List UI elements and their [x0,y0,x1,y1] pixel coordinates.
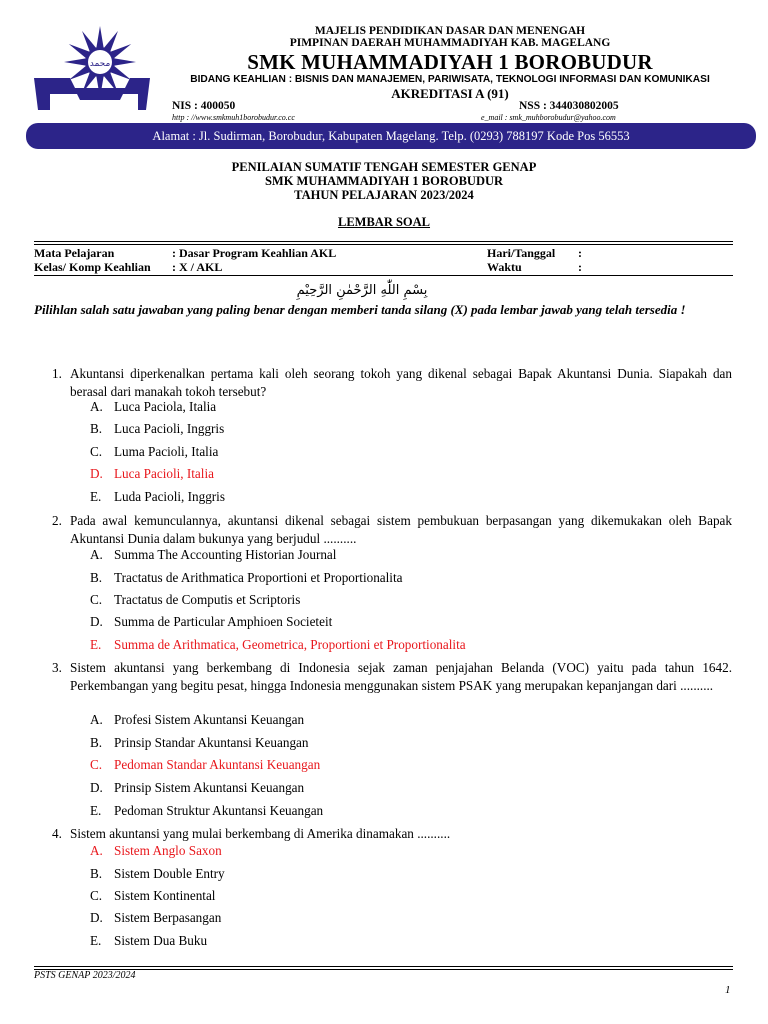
question-number: 4. [52,826,62,841]
instruction: Pilihlan salah satu jawaban yang paling benar dengan memberi tanda silang (X) pada lembar jawab yang telah tersedia ! [34,302,686,317]
divider [34,275,733,276]
question-text: Akuntansi diperkenalkan pertama kali oleh seorang tokoh yang dikenal sebagai Bapak Akuntansi Dunia. Siapakah dan berasal dari manakah tokoh tersebut? [70,366,732,399]
option-1a: A. Luca Paciola, Italia [90,399,217,414]
question-2 [52,512,732,548]
option-2a: A. Summa The Accounting Historian Journal [90,547,337,562]
question-number: 3. [52,660,62,675]
day-value: : [578,246,582,260]
question-number: 2. [52,513,62,528]
option-1e: E. Luda Pacioli, Inggris [90,489,225,504]
page-number: 1 [725,984,731,996]
question-text: Sistem akuntansi yang berkembang di Indonesia sejak zaman penjajahan Belanda (VOC) yaitu pada tahun 1642. Perkembangan yang begitu pesat, hingga Indonesia menggunakan sistem PSAK yang merupakan kepanjangan dari .......... [70,660,732,693]
divider-double [34,241,733,245]
accreditation: AKREDITASI A (91) [391,86,509,101]
option-4d: D. Sistem Berpasangan [90,910,222,925]
exam-school: SMK MUHAMMADIYAH 1 BOROBUDUR [264,174,504,188]
question-text: Sistem akuntansi yang mulai berkembang di Amerika dinamakan .......... [70,826,451,841]
website-link[interactable]: http : //www.smkmuh1borobudur.co.cc [172,113,295,122]
option-1b: B. Luca Pacioli, Inggris [90,421,225,436]
option-3e: E. Pedoman Struktur Akuntansi Keuangan [90,803,324,818]
class-label: Kelas/ Komp Keahlian [34,260,151,274]
muhammadiyah-logo [30,22,154,116]
option-3c-answer: C. Pedoman Standar Akuntansi Keuangan [90,757,321,772]
question-4 [52,825,732,843]
org-line-2: PIMPINAN DAERAH MUHAMMADIYAH KAB. MAGELANG [289,37,611,49]
question-1 [52,365,732,401]
option-2b: B. Tractatus de Arithmatica Proportioni et Proportionalita [90,570,403,585]
org-line-1: MAJELIS PENDIDIKAN DASAR DAN MENENGAH [314,25,586,37]
footer-label: PSTS GENAP 2023/2024 [34,970,136,981]
exam-year: TAHUN PELAJARAN 2023/2024 [294,188,474,202]
question-number: 1. [52,366,62,381]
nss-number: NSS : 344030802005 [519,100,619,112]
option-4c: C. Sistem Kontinental [90,888,216,903]
option-3d: D. Prinsip Sistem Akuntansi Keuangan [90,780,305,795]
time-value: : [578,260,582,274]
option-2e-answer: E. Summa de Arithmatica, Geometrica, Proportioni et Proportionalita [90,637,466,652]
option-2c: C. Tractatus de Computis et Scriptoris [90,592,301,607]
day-label: Hari/Tanggal [487,246,556,260]
footer-divider [34,966,733,970]
option-4e: E. Sistem Dua Buku [90,933,208,948]
class-value: : X / AKL [172,260,223,274]
sheet-title: LEMBAR SOAL [337,215,431,229]
option-3a: A. Profesi Sistem Akuntansi Keuangan [90,712,305,727]
option-1c: C. Luma Pacioli, Italia [90,444,219,459]
logo-calligraphy: محمد [89,59,111,69]
subject-value: : Dasar Program Keahlian AKL [172,246,337,260]
option-2d: D. Summa de Particular Amphioen Societeit [90,614,333,629]
option-3b: B. Prinsip Standar Akuntansi Keuangan [90,735,309,750]
basmala-text: بِسْمِ اللّٰهِ الرَّحْمٰنِ الرَّحِيْمِ [296,283,428,298]
email-link[interactable]: e_mail : smk_muhborobudur@yahoo.com [481,113,616,122]
exam-title: PENILAIAN SUMATIF TENGAH SEMESTER GENAP [231,160,537,174]
option-1d-answer: D. Luca Pacioli, Italia [90,466,214,481]
nis-number: NIS : 400050 [172,100,236,112]
option-4b: B. Sistem Double Entry [90,866,225,881]
option-4a-answer: A. Sistem Anglo Saxon [90,843,222,858]
subject-label: Mata Pelajaran [34,246,115,260]
fields-of-expertise: BIDANG KEAHLIAN : BISNIS DAN MANAJEMEN, PARIWISATA, TEKNOLOGI INFORMASI DAN KOMUNIKASI [190,74,710,85]
school-address: Alamat : Jl. Sudirman, Borobudur, Kabupaten Magelang. Telp. (0293) 788197 Kode Pos 56553 [152,129,630,143]
question-3 [52,659,732,695]
question-text: Pada awal kemunculannya, akuntansi dikenal sebagai sistem pembukuan berpasangan yang dikemukakan oleh Bapak Akuntansi Dunia dalam bukunya yang berjudul .......... [70,513,732,546]
school-name: SMK MUHAMMADIYAH 1 BOROBUDUR [247,50,653,74]
time-label: Waktu [487,260,522,274]
